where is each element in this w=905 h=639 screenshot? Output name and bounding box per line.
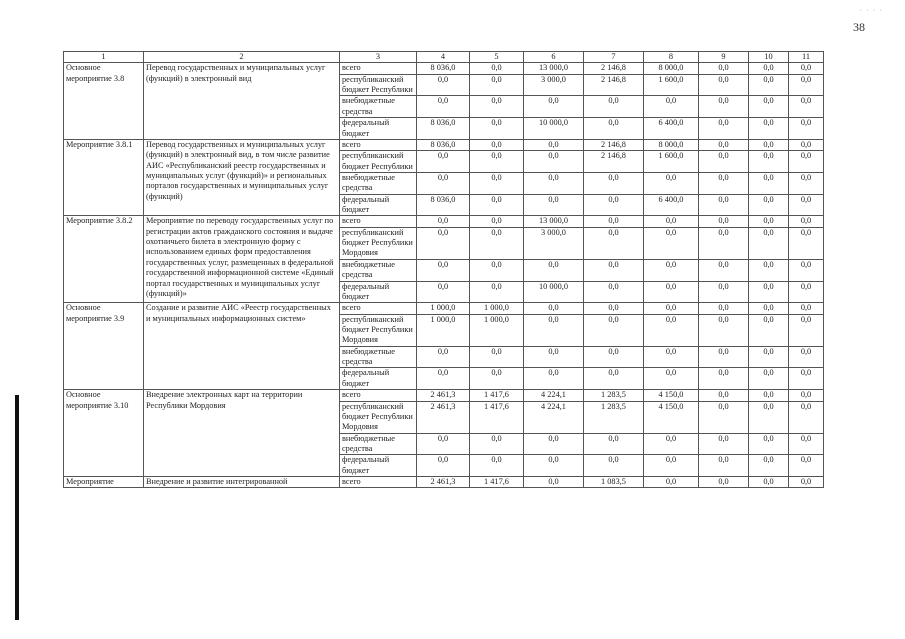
funding-source: республиканский бюджет Республики bbox=[340, 151, 417, 173]
amount-cell: 0,0 bbox=[749, 259, 789, 281]
amount-cell: 0,0 bbox=[584, 227, 644, 259]
amount-cell: 0,0 bbox=[644, 346, 699, 368]
amount-cell: 0,0 bbox=[789, 455, 824, 477]
amount-cell: 0,0 bbox=[789, 139, 824, 150]
amount-cell: 0,0 bbox=[749, 139, 789, 150]
amount-cell: 0,0 bbox=[417, 346, 470, 368]
funding-source: внебюджетные средства bbox=[340, 96, 417, 118]
amount-cell: 4 224,1 bbox=[524, 390, 584, 401]
amount-cell: 0,0 bbox=[584, 368, 644, 390]
amount-cell: 0,0 bbox=[417, 96, 470, 118]
amount-cell: 0,0 bbox=[417, 368, 470, 390]
amount-cell: 0,0 bbox=[789, 194, 824, 216]
amount-cell: 2 461,3 bbox=[417, 390, 470, 401]
activity-name: Внедрение электронных карт на территории Республики Мордовия bbox=[144, 390, 340, 477]
amount-cell: 0,0 bbox=[470, 139, 524, 150]
amount-cell: 0,0 bbox=[417, 151, 470, 173]
amount-cell: 0,0 bbox=[644, 368, 699, 390]
amount-cell: 0,0 bbox=[699, 390, 749, 401]
amount-cell: 0,0 bbox=[699, 346, 749, 368]
amount-cell: 0,0 bbox=[644, 172, 699, 194]
amount-cell: 0,0 bbox=[749, 281, 789, 303]
amount-cell: 0,0 bbox=[470, 259, 524, 281]
amount-cell: 1 417,6 bbox=[470, 477, 524, 488]
amount-cell: 1 283,5 bbox=[584, 390, 644, 401]
amount-cell: 8 036,0 bbox=[417, 194, 470, 216]
amount-cell: 0,0 bbox=[417, 227, 470, 259]
amount-cell: 0,0 bbox=[470, 433, 524, 455]
amount-cell: 0,0 bbox=[749, 194, 789, 216]
amount-cell: 0,0 bbox=[749, 303, 789, 314]
funding-source: республиканский бюджет Республики Мордовия bbox=[340, 227, 417, 259]
column-header: 5 bbox=[470, 52, 524, 63]
amount-cell: 13 000,0 bbox=[524, 216, 584, 227]
amount-cell: 1 600,0 bbox=[644, 74, 699, 96]
amount-cell: 0,0 bbox=[789, 151, 824, 173]
table-row bbox=[64, 139, 824, 150]
amount-cell: 1 283,5 bbox=[584, 401, 644, 433]
activity-code: Мероприятие 3.8.2 bbox=[64, 216, 144, 303]
amount-cell: 2 146,8 bbox=[584, 151, 644, 173]
amount-cell: 8 036,0 bbox=[417, 139, 470, 150]
column-header: 4 bbox=[417, 52, 470, 63]
table-row bbox=[64, 303, 824, 314]
amount-cell: 0,0 bbox=[789, 216, 824, 227]
funding-source: федеральный бюджет bbox=[340, 194, 417, 216]
amount-cell: 2 146,8 bbox=[584, 74, 644, 96]
amount-cell: 0,0 bbox=[524, 455, 584, 477]
funding-source: внебюджетные средства bbox=[340, 346, 417, 368]
funding-source: республиканский бюджет Республики bbox=[340, 74, 417, 96]
amount-cell: 6 400,0 bbox=[644, 118, 699, 140]
amount-cell: 0,0 bbox=[524, 172, 584, 194]
amount-cell: 0,0 bbox=[584, 118, 644, 140]
funding-source: федеральный бюджет bbox=[340, 281, 417, 303]
amount-cell: 1 417,6 bbox=[470, 390, 524, 401]
amount-cell: 0,0 bbox=[699, 401, 749, 433]
amount-cell: 0,0 bbox=[470, 216, 524, 227]
activity-code: Мероприятие 3.8.1 bbox=[64, 139, 144, 216]
amount-cell: 4 150,0 bbox=[644, 390, 699, 401]
amount-cell: 0,0 bbox=[699, 368, 749, 390]
funding-source: внебюджетные средства bbox=[340, 172, 417, 194]
amount-cell: 0,0 bbox=[699, 281, 749, 303]
amount-cell: 0,0 bbox=[699, 303, 749, 314]
amount-cell: 0,0 bbox=[749, 118, 789, 140]
funding-source: федеральный бюджет bbox=[340, 118, 417, 140]
amount-cell: 0,0 bbox=[524, 433, 584, 455]
amount-cell: 0,0 bbox=[644, 455, 699, 477]
budget-table bbox=[63, 51, 824, 488]
activity-name: Внедрение и развитие интегрированной bbox=[144, 477, 340, 488]
table-row bbox=[64, 390, 824, 401]
amount-cell: 0,0 bbox=[470, 96, 524, 118]
table-header-row bbox=[64, 52, 824, 63]
amount-cell: 8 036,0 bbox=[417, 63, 470, 74]
amount-cell: 0,0 bbox=[417, 455, 470, 477]
amount-cell: 0,0 bbox=[584, 346, 644, 368]
amount-cell: 0,0 bbox=[470, 281, 524, 303]
column-header: 11 bbox=[789, 52, 824, 63]
amount-cell: 0,0 bbox=[584, 433, 644, 455]
amount-cell: 0,0 bbox=[584, 455, 644, 477]
amount-cell: 0,0 bbox=[699, 96, 749, 118]
amount-cell: 0,0 bbox=[417, 216, 470, 227]
amount-cell: 0,0 bbox=[584, 172, 644, 194]
amount-cell: 2 461,3 bbox=[417, 477, 470, 488]
amount-cell: 0,0 bbox=[417, 74, 470, 96]
funding-source: внебюджетные средства bbox=[340, 433, 417, 455]
amount-cell: 0,0 bbox=[699, 477, 749, 488]
amount-cell: 8 036,0 bbox=[417, 118, 470, 140]
amount-cell: 0,0 bbox=[789, 401, 824, 433]
amount-cell: 0,0 bbox=[749, 314, 789, 346]
funding-source: федеральный бюджет bbox=[340, 455, 417, 477]
column-header: 7 bbox=[584, 52, 644, 63]
amount-cell: 0,0 bbox=[524, 346, 584, 368]
amount-cell: 1 083,5 bbox=[584, 477, 644, 488]
amount-cell: 0,0 bbox=[524, 139, 584, 150]
column-header: 9 bbox=[699, 52, 749, 63]
amount-cell: 0,0 bbox=[524, 194, 584, 216]
amount-cell: 0,0 bbox=[524, 151, 584, 173]
amount-cell: 0,0 bbox=[749, 401, 789, 433]
amount-cell: 0,0 bbox=[749, 477, 789, 488]
amount-cell: 0,0 bbox=[584, 216, 644, 227]
amount-cell: 0,0 bbox=[644, 96, 699, 118]
amount-cell: 0,0 bbox=[417, 172, 470, 194]
amount-cell: 0,0 bbox=[699, 139, 749, 150]
amount-cell: 0,0 bbox=[749, 63, 789, 74]
amount-cell: 0,0 bbox=[699, 314, 749, 346]
amount-cell: 0,0 bbox=[470, 227, 524, 259]
table-body bbox=[64, 63, 824, 488]
amount-cell: 10 000,0 bbox=[524, 118, 584, 140]
amount-cell: 4 224,1 bbox=[524, 401, 584, 433]
activity-name: Перевод государственных и муниципальных услуг (функций) в электронный вид bbox=[144, 63, 340, 140]
column-header: 8 bbox=[644, 52, 699, 63]
amount-cell: 0,0 bbox=[524, 259, 584, 281]
column-header: 1 bbox=[64, 52, 144, 63]
amount-cell: 0,0 bbox=[789, 74, 824, 96]
amount-cell: 0,0 bbox=[749, 368, 789, 390]
amount-cell: 0,0 bbox=[584, 194, 644, 216]
amount-cell: 0,0 bbox=[789, 259, 824, 281]
funding-source: всего bbox=[340, 477, 417, 488]
amount-cell: 0,0 bbox=[417, 281, 470, 303]
funding-source: республиканский бюджет Республики Мордовия bbox=[340, 401, 417, 433]
amount-cell: 0,0 bbox=[699, 227, 749, 259]
amount-cell: 0,0 bbox=[470, 194, 524, 216]
amount-cell: 0,0 bbox=[644, 477, 699, 488]
amount-cell: 8 000,0 bbox=[644, 63, 699, 74]
activity-code: Основное мероприятие 3.9 bbox=[64, 303, 144, 390]
amount-cell: 0,0 bbox=[470, 455, 524, 477]
amount-cell: 0,0 bbox=[749, 433, 789, 455]
amount-cell: 0,0 bbox=[524, 368, 584, 390]
amount-cell: 0,0 bbox=[789, 314, 824, 346]
amount-cell: 0,0 bbox=[789, 477, 824, 488]
amount-cell: 0,0 bbox=[524, 314, 584, 346]
amount-cell: 0,0 bbox=[470, 74, 524, 96]
amount-cell: 0,0 bbox=[699, 74, 749, 96]
amount-cell: 0,0 bbox=[699, 194, 749, 216]
column-header: 6 bbox=[524, 52, 584, 63]
amount-cell: 2 461,3 bbox=[417, 401, 470, 433]
amount-cell: 0,0 bbox=[789, 303, 824, 314]
amount-cell: 0,0 bbox=[699, 63, 749, 74]
amount-cell: 1 000,0 bbox=[470, 314, 524, 346]
amount-cell: 0,0 bbox=[749, 74, 789, 96]
amount-cell: 0,0 bbox=[644, 216, 699, 227]
amount-cell: 1 000,0 bbox=[417, 314, 470, 346]
amount-cell: 0,0 bbox=[789, 433, 824, 455]
amount-cell: 0,0 bbox=[789, 63, 824, 74]
amount-cell: 2 146,8 bbox=[584, 63, 644, 74]
funding-source: всего bbox=[340, 139, 417, 150]
amount-cell: 8 000,0 bbox=[644, 139, 699, 150]
amount-cell: 0,0 bbox=[644, 303, 699, 314]
amount-cell: 0,0 bbox=[699, 118, 749, 140]
amount-cell: 0,0 bbox=[749, 390, 789, 401]
activity-name: Перевод государственных и муниципальных услуг (функций) в электронный вид, в том числе развитие АИС «Республиканский реестр государственных и муниципальных услуг (функций)» и региональных порталов государственных и муниципальных услуг (функций) bbox=[144, 139, 340, 216]
funding-source: всего bbox=[340, 390, 417, 401]
amount-cell: 0,0 bbox=[524, 303, 584, 314]
amount-cell: 13 000,0 bbox=[524, 63, 584, 74]
amount-cell: 0,0 bbox=[584, 259, 644, 281]
activity-code: Мероприятие bbox=[64, 477, 144, 488]
page-number: 38 bbox=[853, 20, 865, 34]
amount-cell: 0,0 bbox=[644, 281, 699, 303]
amount-cell: 0,0 bbox=[644, 227, 699, 259]
amount-cell: 0,0 bbox=[470, 368, 524, 390]
amount-cell: 1 000,0 bbox=[470, 303, 524, 314]
activity-code: Основное мероприятие 3.8 bbox=[64, 63, 144, 140]
amount-cell: 0,0 bbox=[524, 477, 584, 488]
amount-cell: 0,0 bbox=[584, 281, 644, 303]
amount-cell: 1 600,0 bbox=[644, 151, 699, 173]
column-header: 3 bbox=[340, 52, 417, 63]
amount-cell: 0,0 bbox=[789, 172, 824, 194]
column-header: 10 bbox=[749, 52, 789, 63]
amount-cell: 0,0 bbox=[789, 281, 824, 303]
funding-source: федеральный бюджет bbox=[340, 368, 417, 390]
amount-cell: 6 400,0 bbox=[644, 194, 699, 216]
amount-cell: 0,0 bbox=[644, 259, 699, 281]
amount-cell: 0,0 bbox=[789, 118, 824, 140]
amount-cell: 0,0 bbox=[789, 346, 824, 368]
amount-cell: 0,0 bbox=[584, 314, 644, 346]
scan-artifact: · · · · bbox=[859, 6, 883, 15]
amount-cell: 0,0 bbox=[749, 346, 789, 368]
amount-cell: 0,0 bbox=[699, 455, 749, 477]
amount-cell: 0,0 bbox=[699, 151, 749, 173]
amount-cell: 4 150,0 bbox=[644, 401, 699, 433]
amount-cell: 0,0 bbox=[644, 314, 699, 346]
amount-cell: 0,0 bbox=[789, 390, 824, 401]
amount-cell: 0,0 bbox=[470, 346, 524, 368]
amount-cell: 0,0 bbox=[470, 63, 524, 74]
amount-cell: 1 000,0 bbox=[417, 303, 470, 314]
amount-cell: 0,0 bbox=[749, 455, 789, 477]
amount-cell: 0,0 bbox=[584, 96, 644, 118]
amount-cell: 0,0 bbox=[524, 96, 584, 118]
amount-cell: 0,0 bbox=[470, 151, 524, 173]
scan-edge-mark bbox=[15, 395, 19, 620]
amount-cell: 0,0 bbox=[644, 433, 699, 455]
amount-cell: 2 146,8 bbox=[584, 139, 644, 150]
amount-cell: 1 417,6 bbox=[470, 401, 524, 433]
funding-source: всего bbox=[340, 303, 417, 314]
amount-cell: 0,0 bbox=[749, 96, 789, 118]
amount-cell: 0,0 bbox=[699, 259, 749, 281]
amount-cell: 3 000,0 bbox=[524, 227, 584, 259]
amount-cell: 0,0 bbox=[749, 216, 789, 227]
activity-name: Мероприятие по переводу государственных услуг по регистрации актов гражданского состояния и выдаче охотничьего билета в электронную форму с использованием единых форм предоставления государственных услуг, размещенных в федеральной государственной информационной системе «Единый портал государственных и муниципальных услуг (функций)» bbox=[144, 216, 340, 303]
amount-cell: 0,0 bbox=[789, 227, 824, 259]
table-row bbox=[64, 477, 824, 488]
activity-code: Основное мероприятие 3.10 bbox=[64, 390, 144, 477]
amount-cell: 0,0 bbox=[699, 172, 749, 194]
amount-cell: 0,0 bbox=[749, 151, 789, 173]
amount-cell: 0,0 bbox=[789, 368, 824, 390]
amount-cell: 0,0 bbox=[417, 259, 470, 281]
amount-cell: 0,0 bbox=[470, 172, 524, 194]
amount-cell: 0,0 bbox=[789, 96, 824, 118]
table-row bbox=[64, 216, 824, 227]
amount-cell: 0,0 bbox=[749, 227, 789, 259]
amount-cell: 0,0 bbox=[699, 216, 749, 227]
table-row bbox=[64, 63, 824, 74]
funding-source: всего bbox=[340, 216, 417, 227]
amount-cell: 0,0 bbox=[470, 118, 524, 140]
amount-cell: 0,0 bbox=[584, 303, 644, 314]
column-header: 2 bbox=[144, 52, 340, 63]
amount-cell: 0,0 bbox=[699, 433, 749, 455]
amount-cell: 0,0 bbox=[749, 172, 789, 194]
amount-cell: 0,0 bbox=[417, 433, 470, 455]
funding-source: республиканский бюджет Республики Мордовия bbox=[340, 314, 417, 346]
amount-cell: 3 000,0 bbox=[524, 74, 584, 96]
activity-name: Создание и развитие АИС «Реестр государственных и муниципальных информационных систем» bbox=[144, 303, 340, 390]
funding-source: внебюджетные средства bbox=[340, 259, 417, 281]
funding-source: всего bbox=[340, 63, 417, 74]
amount-cell: 10 000,0 bbox=[524, 281, 584, 303]
